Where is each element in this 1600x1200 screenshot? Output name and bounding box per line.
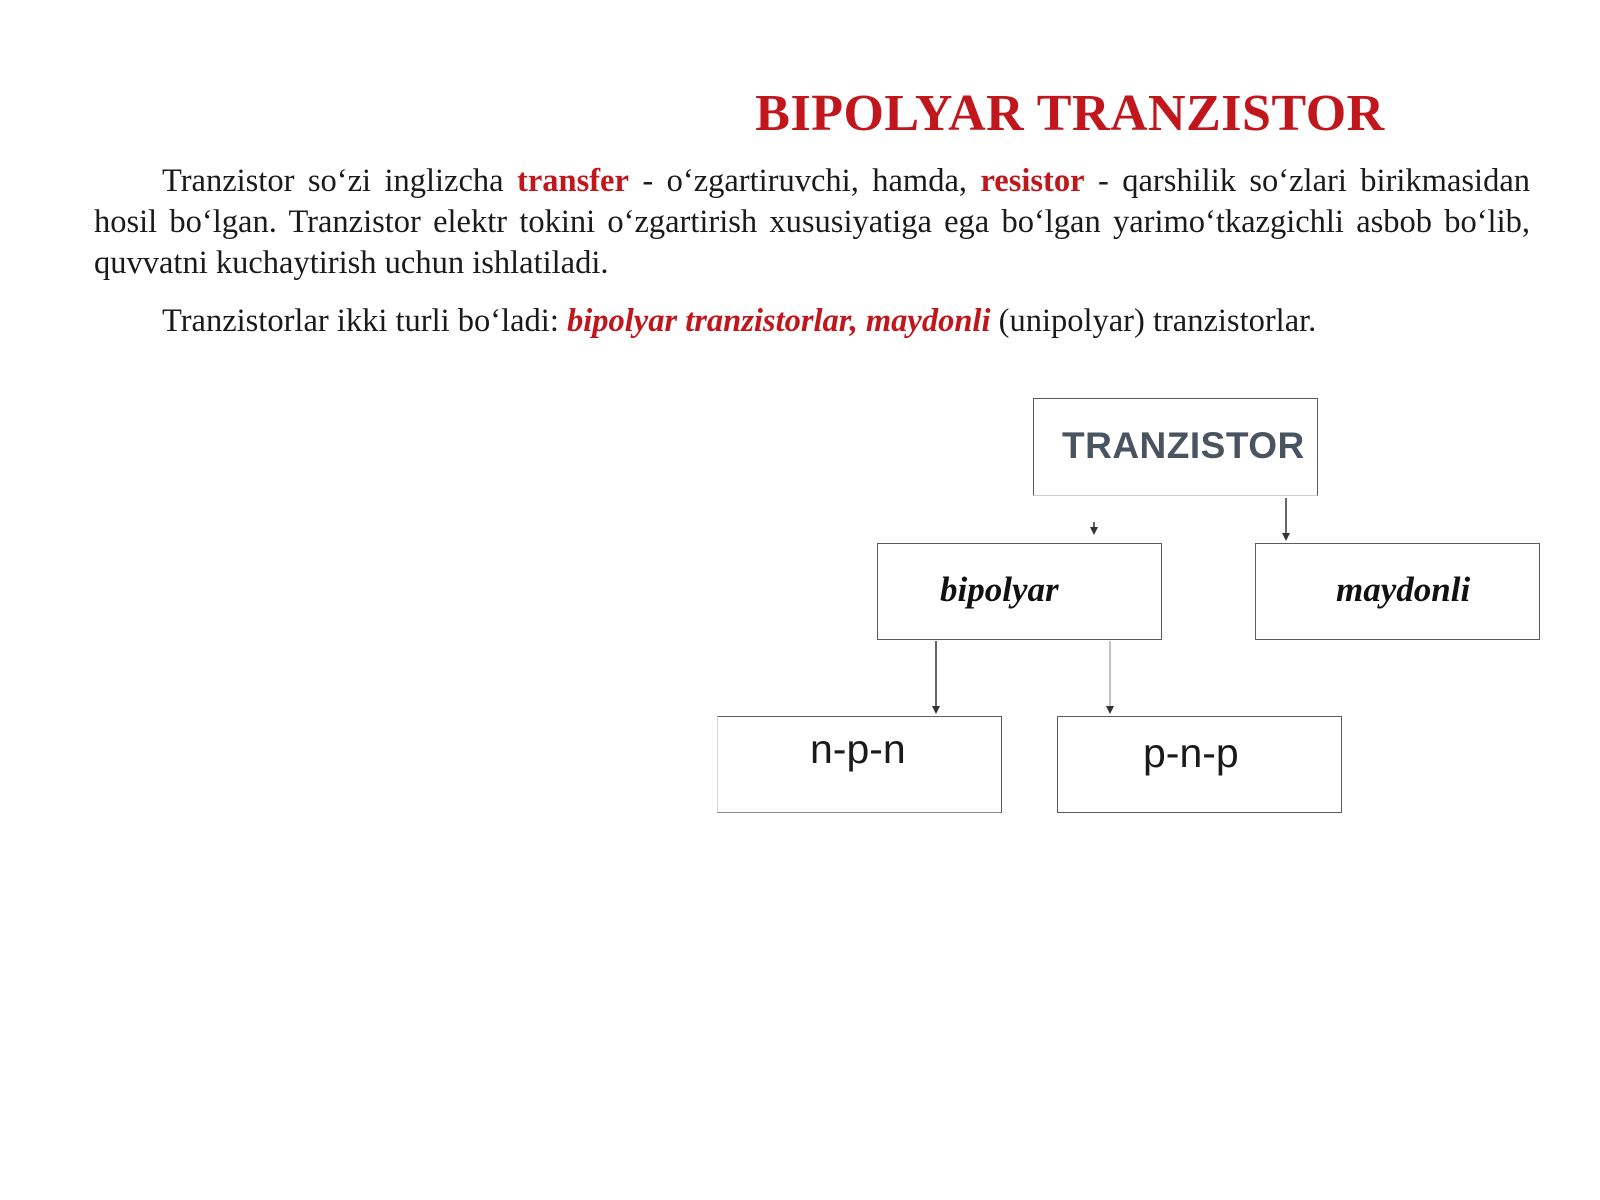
- node-tranzistor: [1033, 398, 1318, 496]
- term-separator: ,: [849, 303, 866, 339]
- node-tranzistor-label: TRANZISTOR: [1062, 425, 1305, 466]
- intro-text-3: - qarshilik so‘zlari birikmasidan hosil bo‘lgan. Tranzistor elektr tokini o‘zgartirish xususiyatiga ega bo‘lgan yarimo‘tkazgichli asbob bo‘lib, quvvatni kuchaytirish uchun ishlatiladi.: [94, 163, 1530, 281]
- node-pnp: [1057, 716, 1342, 813]
- node-bipolyar: [877, 543, 1162, 640]
- slide-title: BIPOLYAR TRANZISTOR: [755, 85, 1385, 142]
- types-paragraph: [94, 301, 1530, 342]
- intro-text-2: - o‘zgartiruvchi, hamda,: [628, 163, 981, 199]
- node-maydonli-label: maydonli: [1336, 570, 1471, 609]
- term-transfer: transfer: [517, 163, 629, 199]
- node-bipolyar-label: bipolyar: [940, 570, 1059, 609]
- node-npn: [717, 716, 1002, 813]
- term-bipolyar: bipolyar tranzistorlar: [567, 303, 850, 339]
- term-resistor: resistor: [980, 163, 1085, 199]
- term-maydonli: maydonli: [865, 303, 991, 339]
- node-npn-label: n-p-n: [810, 726, 906, 772]
- types-text-2: (unipolyar) tranzistorlar.: [990, 303, 1317, 339]
- intro-paragraph: [94, 161, 1530, 284]
- node-pnp-label: p-n-p: [1143, 730, 1239, 776]
- intro-text-1: Tranzistor so‘zi inglizcha: [162, 163, 518, 199]
- types-text-1: Tranzistorlar ikki turli bo‘ladi:: [162, 303, 567, 339]
- node-maydonli: [1255, 543, 1540, 640]
